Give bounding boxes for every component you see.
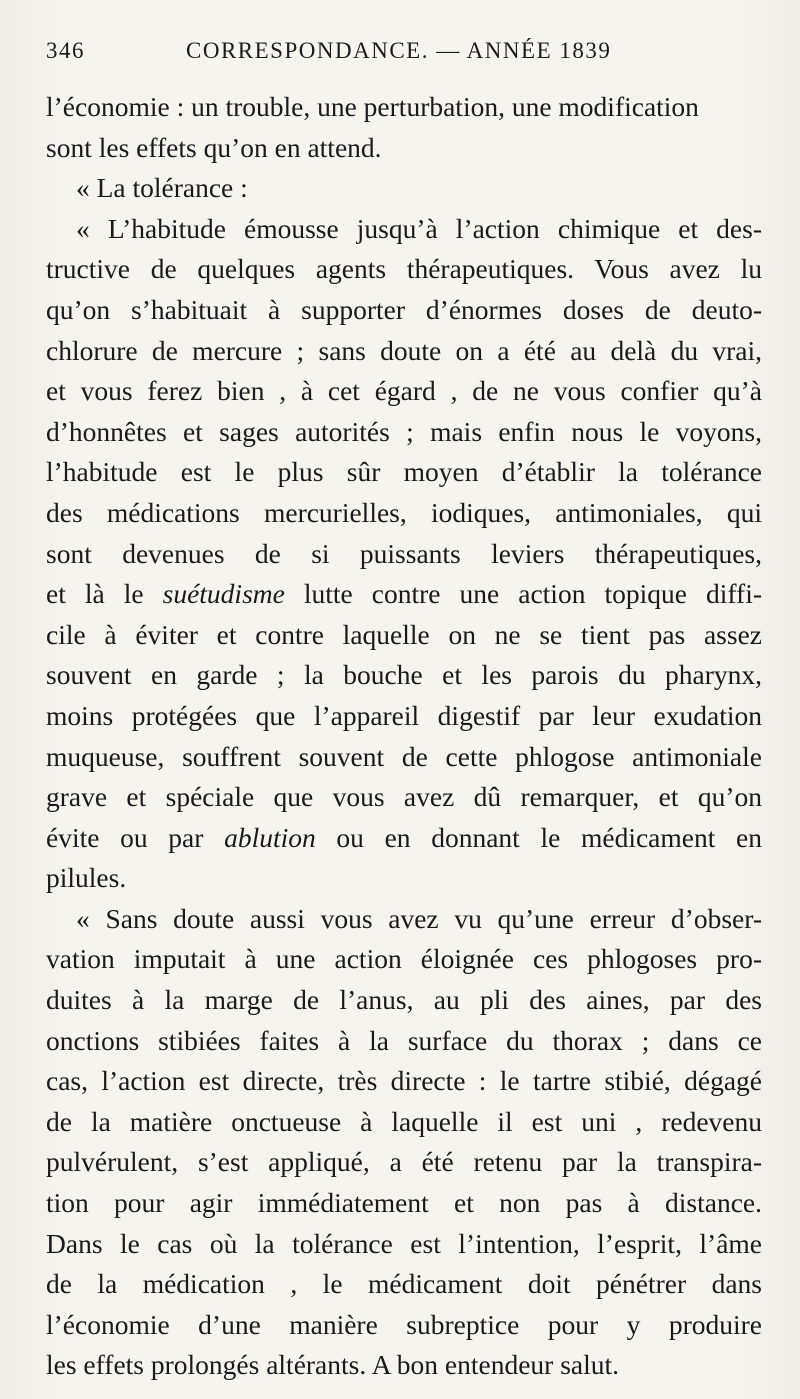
text-line: d’honnêtes et sages autorités ; mais enfin nous le voyons, — [46, 415, 762, 447]
text-line: cile à éviter et contre laquelle on ne se tient pas assez — [46, 618, 762, 650]
text-line: grave et spéciale que vous avez dû remarquer, et qu’on — [46, 781, 762, 813]
text-line: sont les effets qu’on en attend. — [46, 131, 382, 163]
italic-term: suétudisme — [162, 578, 285, 610]
text-line — [46, 818, 762, 859]
text-line: muqueuse, souffrent souvent de cette phlogose antimoniale — [46, 740, 762, 772]
text-line: tion pour agir immédiatement et non pas à distance. — [46, 1187, 762, 1219]
text-line: l’économie : un trouble, une perturbation, une modification — [46, 91, 699, 122]
body-text — [46, 87, 762, 1386]
text-segment: lutte contre une action topique diffi- — [284, 578, 762, 610]
text-line: de la médication , le médicament doit pénétrer dans — [46, 1268, 762, 1300]
text-segment: et là le — [46, 578, 163, 610]
text-line: sont devenues de si puissants leviers thérapeutiques, — [46, 537, 762, 569]
text-line: Dans le cas où la tolérance est l’intention, l’esprit, l’âme — [46, 1227, 762, 1259]
italic-term: ablution — [224, 821, 316, 853]
text-line — [46, 574, 762, 615]
text-line: vation imputait à une action éloignée ces phlogoses pro- — [46, 943, 762, 975]
text-line: moins protégées que l’appareil digestif par leur exudation — [46, 699, 762, 731]
text-line: pulvérulent, s’est appliqué, a été retenu par la transpira- — [46, 1146, 762, 1178]
text-line: chlorure de mercure ; sans doute on a été au delà du vrai, — [46, 334, 762, 366]
text-line: et vous ferez bien , à cet égard , de ne vous confier qu’à — [46, 375, 762, 407]
text-line: duites à la marge de l’anus, au pli des aines, par des — [46, 984, 762, 1016]
text-line: qu’on s’habituait à supporter d’énormes doses de deuto- — [46, 293, 762, 325]
text-line: cas, l’action est directe, très directe : le tartre stibié, dégagé — [46, 1065, 762, 1097]
text-line: « Sans doute aussi vous avez vu qu’une erreur d’obser- — [76, 902, 762, 934]
text-line: des médications mercurielles, iodiques, antimoniales, qui — [46, 496, 762, 528]
text-line: l’habitude est le plus sûr moyen d’établir la tolérance — [46, 456, 762, 488]
text-segment: évite ou par — [46, 821, 225, 853]
text-segment: ou en donnant le médicament en — [315, 821, 762, 853]
text-line: « L’habitude émousse jusqu’à l’action chimique et des- — [76, 212, 762, 244]
text-line: de la matière onctueuse à laquelle il est uni , redevenu — [46, 1105, 762, 1137]
text-line: les effets prolongés altérants. A bon entendeur salut. — [46, 1349, 620, 1381]
text-line: souvent en garde ; la bouche et les parois du pharynx, — [46, 659, 762, 691]
text-line: l’économie d’une manière subreptice pour y produire — [46, 1308, 762, 1340]
page-number: 346 — [46, 38, 85, 63]
text-line: pilules. — [46, 862, 127, 894]
text-line: « La tolérance : — [76, 172, 248, 204]
text-line: onctions stibiées faites à la surface du thorax ; dans ce — [46, 1024, 762, 1056]
running-head — [46, 38, 758, 72]
running-title: CORRESPONDANCE. — ANNÉE 1839 — [186, 38, 612, 63]
text-line: tructive de quelques agents thérapeutiques. Vous avez lu — [46, 253, 762, 285]
